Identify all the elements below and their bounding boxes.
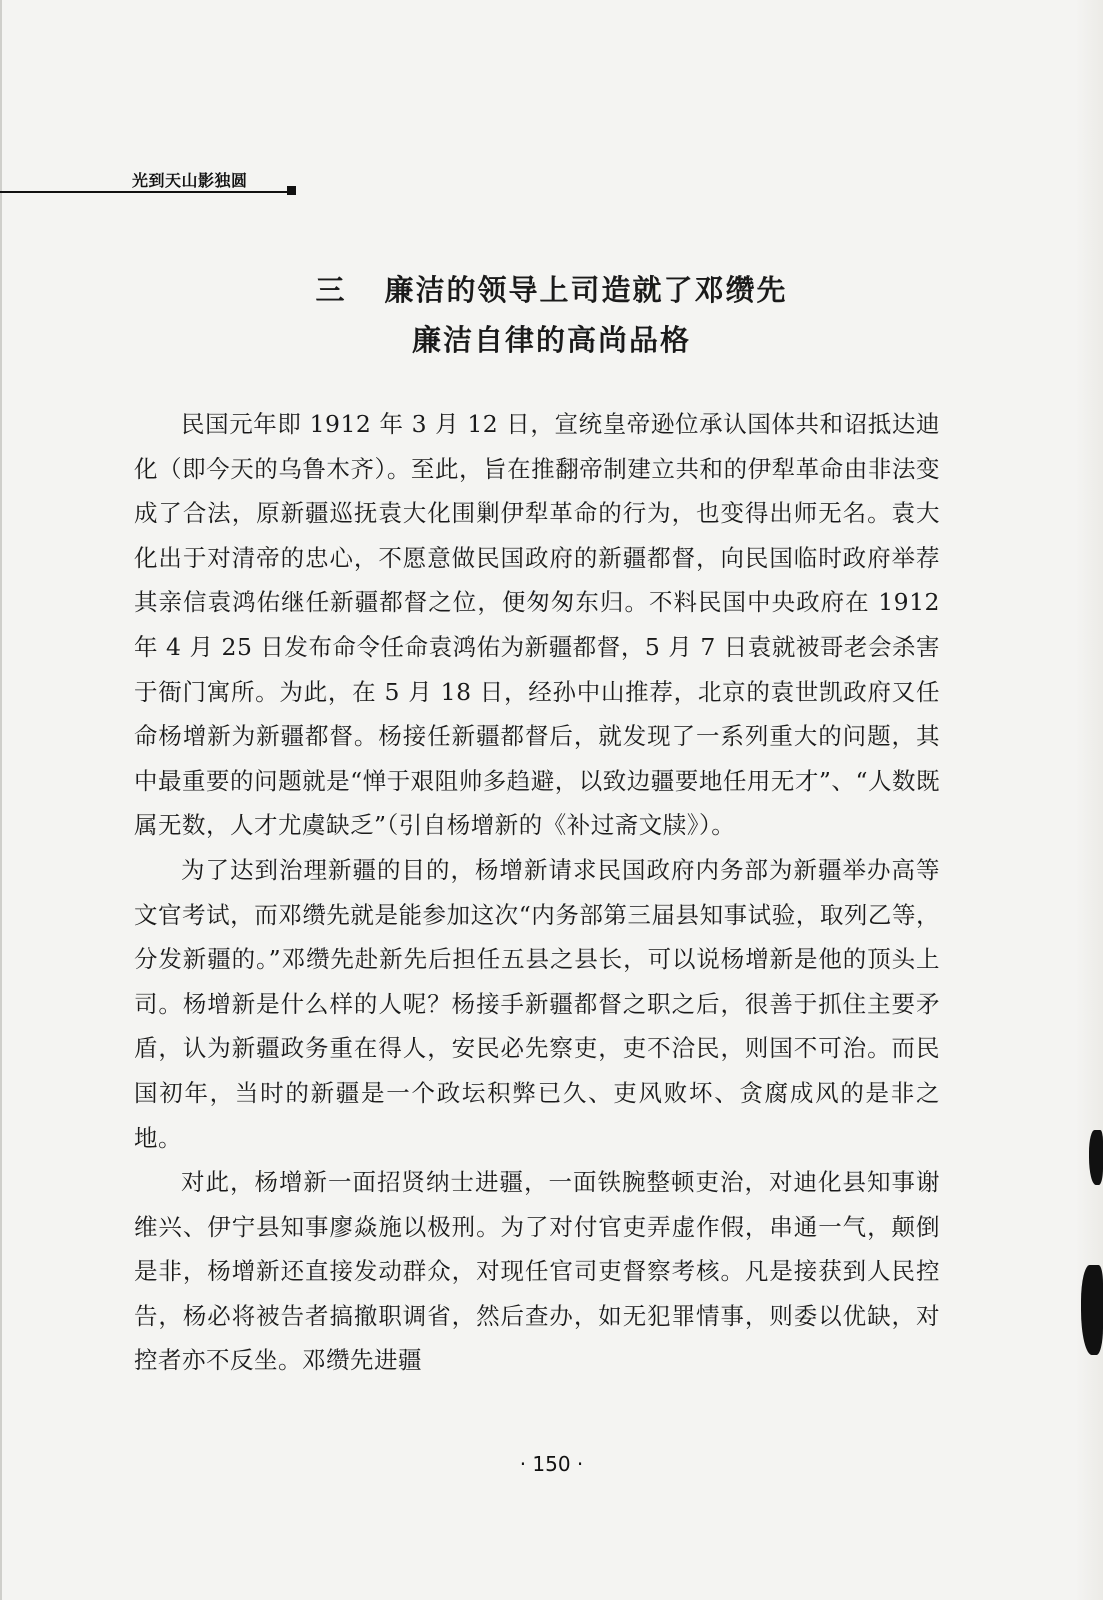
paragraph: 对此，杨增新一面招贤纳士进疆，一面铁腕整顿吏治，对迪化县知事谢维兴、伊宁县知事廖焱施以极刑。为了对付官吏弄虚作假，串通一气，颠倒是非，杨增新还直接发动群众，对现任官司吏督察考核。凡是接获到人民控告，杨必将被告者搞撤职调省，然后查办，如无犯罪情事，则委以优缺，对控者亦不反坐。邓缵先进疆 bbox=[134, 1168, 940, 1375]
header-rule bbox=[0, 191, 292, 193]
ink-blot bbox=[1081, 1265, 1103, 1355]
chapter-title-line-2: 廉洁自律的高尚品格 bbox=[411, 323, 691, 357]
paragraph: 为了达到治理新疆的目的，杨增新请求民国政府内务部为新疆举办高等文官考试，而邓缵先就是能参加这次“内务部第三届县知事试验，取列乙等，分发新疆的。”邓缵先赴新先后担任五县之县长，可以说杨增新是他的顶头上司。杨增新是什么样的人呢？杨接手新疆都督之职之后，很善于抓住主要矛盾，认为新疆政务重在得人，安民必先察吏，吏不洽民，则国不可治。而民国初年，当时的新疆是一个政坛积弊已久、吏风败坏、贪腐成风的是非之地。 bbox=[134, 855, 940, 1152]
header-square-marker bbox=[287, 186, 296, 195]
chapter-title-line-1 bbox=[0, 268, 1103, 309]
page-number: · 150 · bbox=[519, 1452, 584, 1476]
scan-edge bbox=[1075, 0, 1103, 1600]
body-text bbox=[134, 402, 940, 1383]
running-header: 光到天山影独圆 bbox=[132, 171, 248, 190]
chapter-title-text-1: 廉洁的领导上司造就了邓缵先 bbox=[384, 273, 788, 307]
page-edge-shadow bbox=[0, 0, 2, 1600]
chapter-number: 三 bbox=[315, 273, 347, 307]
ink-blot bbox=[1089, 1130, 1103, 1185]
paragraph: 民国元年即 1912 年 3 月 12 日，宣统皇帝逊位承认国体共和诏抵达迪化（即今天的乌鲁木齐）。至此，旨在推翻帝制建立共和的伊犁革命由非法变成了合法，原新疆巡抚袁大化围剿伊犁革命的行为，也变得出师无名。袁大化出于对清帝的忠心，不愿意做民国政府的新疆都督，向民国临时政府举荐其亲信袁鸿佑继任新疆都督之位，便匆匆东归。不料民国中央政府在 1912 年 4 月 25 日发布命令任命袁鸿佑为新疆都督，5 月 7 日袁就被哥老会杀害于衙门寓所。为此，在 5 月 18 日，经孙中山推荐，北京的袁世凯政府又任命杨增新为新疆都督。杨接任新疆都督后，就发现了一系列重大的问题，其中最重要的问题就是“惮于艰阻帅多趋避，以致边疆要地任用无才”、“人数既属无数，人才尤虞缺乏”（引自杨增新的《补过斋文牍》）。 bbox=[134, 410, 940, 840]
